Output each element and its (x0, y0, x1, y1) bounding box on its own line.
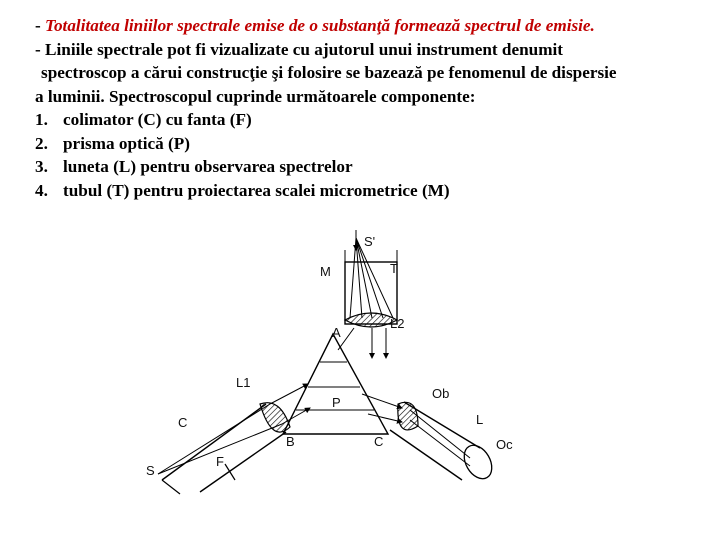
label-s-prime: S' (364, 234, 376, 249)
component-item: 4. tubul (T) pentru proiectarea scalei micrometrice (M) (35, 180, 450, 200)
paragraph-line-2: spectroscop a cărui construcţie şi folosire se bazează pe fenomenul de dispersie (41, 63, 617, 82)
definition-line: - Totalitatea liniilor spectrale emise de o substanţă formează spectrul de emisie. (35, 16, 595, 35)
label-m: M (320, 264, 331, 279)
paragraph-line-1: - Liniile spectrale pot fi vizualizate cu ajutorul unui instrument denumit (35, 39, 564, 59)
spectroscope-diagram (140, 222, 540, 522)
label-c-bottom: C (374, 434, 384, 449)
label-s: S (146, 463, 155, 478)
component-item: 3. luneta (L) pentru observarea spectrelor (35, 157, 353, 176)
label-p: P (332, 395, 341, 410)
definition-title: Totalitatea liniilor spectrale emise de o substanţă formează spectrul de emisie. (45, 16, 595, 35)
label-f: F (216, 454, 224, 469)
label-oc: Oc (496, 437, 513, 452)
label-b: B (286, 434, 295, 449)
label-l1: L1 (236, 375, 251, 390)
label-c-left: C (178, 415, 188, 430)
component-item: 1. colimator (C) cu fanta (F) (35, 110, 252, 129)
label-a: A (332, 325, 341, 340)
label-t: T (390, 261, 398, 276)
label-l2: L2 (390, 316, 405, 331)
label-l-right: L (476, 412, 484, 427)
scale-tube (338, 230, 397, 358)
paragraph-line-3: a luminii. Spectroscopul cuprinde următoarele componente: (35, 86, 476, 106)
component-item: 2. prisma optică (P) (35, 133, 190, 153)
label-ob: Ob (432, 386, 450, 401)
text-content (35, 14, 720, 202)
components-list (35, 108, 720, 202)
